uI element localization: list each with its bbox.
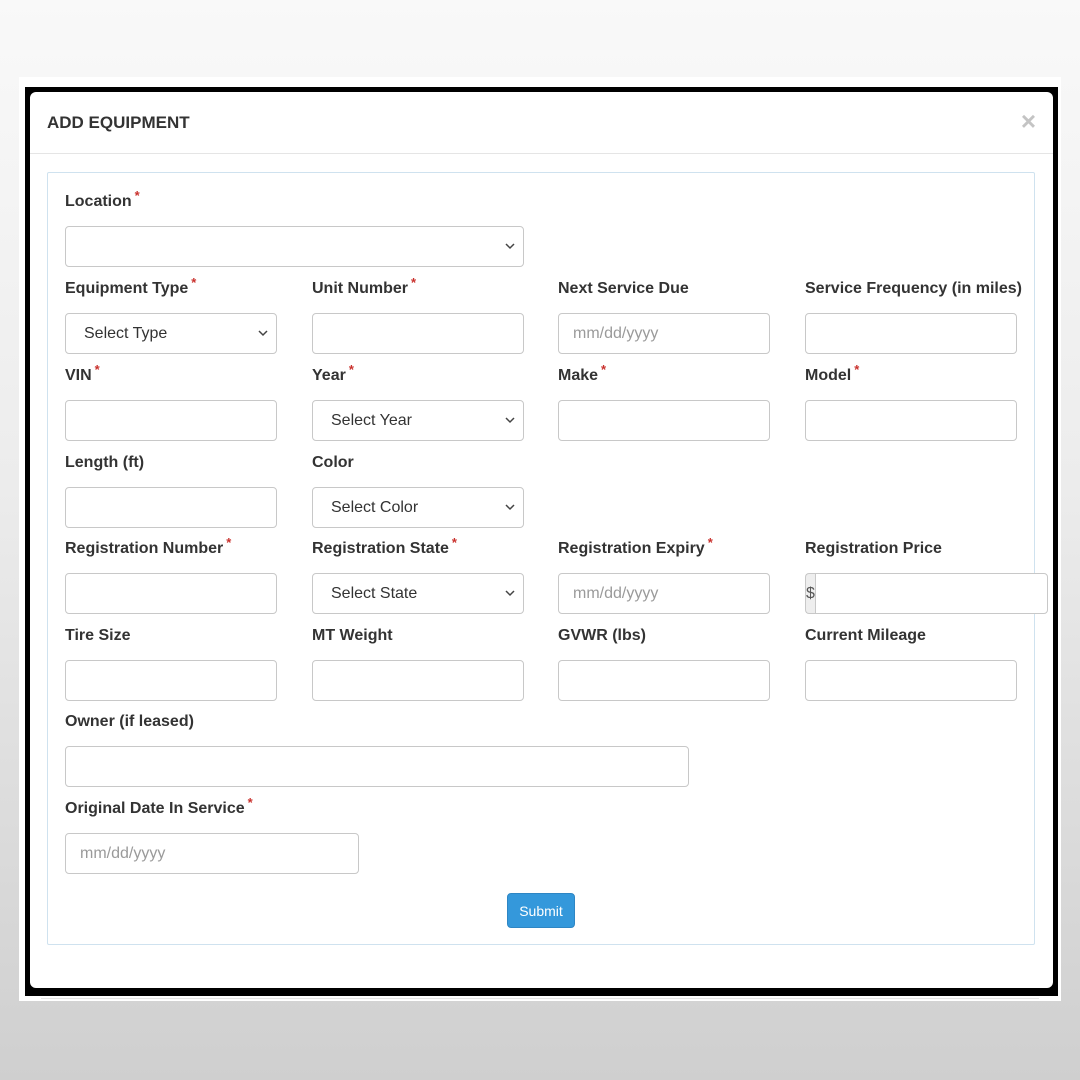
year-label <box>312 362 524 386</box>
divider <box>41 998 1039 999</box>
registration-expiry-label-text: Registration Expiry <box>558 540 705 557</box>
current-mileage-input[interactable] <box>805 660 1017 701</box>
model-label-text: Model <box>805 367 852 384</box>
vin-label-text: VIN <box>65 367 92 384</box>
required-marker: * <box>451 535 457 550</box>
length-field <box>65 453 277 529</box>
location-label-text: Location <box>65 193 132 210</box>
registration-price-group <box>805 573 1017 614</box>
chevron-down-icon <box>504 414 516 426</box>
service-frequency-label: Service Frequency (in miles) <box>805 280 1022 297</box>
unit-number-label-text: Unit Number <box>312 280 408 297</box>
required-marker: * <box>411 275 417 290</box>
unit-number-field <box>312 275 524 355</box>
registration-number-field <box>65 535 277 615</box>
chevron-down-icon <box>504 501 516 513</box>
year-select-value: Select Year <box>331 412 412 429</box>
registration-number-label-text: Registration Number <box>65 540 224 557</box>
current-mileage-label: Current Mileage <box>805 627 926 644</box>
chevron-down-icon <box>257 327 269 339</box>
unit-number-input[interactable] <box>312 313 524 354</box>
color-select-value: Select Color <box>331 499 419 516</box>
required-marker: * <box>601 362 607 377</box>
tire-size-label: Tire Size <box>65 627 131 644</box>
registration-price-label: Registration Price <box>805 540 942 557</box>
registration-number-label <box>65 535 277 559</box>
chevron-down-icon <box>504 240 516 252</box>
dollar-addon: $ <box>805 573 815 614</box>
equipment-type-select-value: Select Type <box>84 325 168 342</box>
next-service-due-label: Next Service Due <box>558 280 689 297</box>
service-frequency-field <box>805 279 1022 355</box>
required-marker: * <box>191 275 197 290</box>
required-marker: * <box>707 535 713 550</box>
original-date-in-service-label-text: Original Date In Service <box>65 800 245 817</box>
color-label: Color <box>312 454 354 471</box>
submit-button[interactable]: Submit <box>507 893 575 928</box>
length-input[interactable] <box>65 487 277 528</box>
owner-input[interactable] <box>65 746 689 787</box>
mt-weight-input[interactable] <box>312 660 524 701</box>
color-field <box>312 453 524 529</box>
modal-title: ADD EQUIPMENT <box>47 113 190 132</box>
equipment-type-field <box>65 275 277 355</box>
length-label: Length (ft) <box>65 454 145 471</box>
make-field <box>558 362 770 442</box>
original-date-in-service-label <box>65 795 359 819</box>
registration-expiry-label <box>558 535 770 559</box>
owner-label: Owner (if leased) <box>65 713 194 730</box>
registration-number-input[interactable] <box>65 573 277 614</box>
service-frequency-input[interactable] <box>805 313 1017 354</box>
registration-state-field <box>312 535 524 615</box>
gvwr-field <box>558 626 770 702</box>
equipment-type-select[interactable] <box>65 313 277 354</box>
chevron-down-icon <box>504 587 516 599</box>
color-select[interactable] <box>312 487 524 528</box>
year-label-text: Year <box>312 367 346 384</box>
registration-state-label-text: Registration State <box>312 540 449 557</box>
required-marker: * <box>348 362 354 377</box>
equipment-type-label-text: Equipment Type <box>65 280 189 297</box>
registration-state-select[interactable] <box>312 573 524 614</box>
registration-expiry-input[interactable] <box>558 573 770 614</box>
add-equipment-modal <box>30 92 1053 988</box>
model-input[interactable] <box>805 400 1017 441</box>
equipment-form <box>47 172 1035 945</box>
required-marker: * <box>134 188 140 203</box>
modal-header <box>30 92 1053 154</box>
next-service-due-field <box>558 279 770 355</box>
mt-weight-label: MT Weight <box>312 627 393 644</box>
make-input[interactable] <box>558 400 770 441</box>
model-field <box>805 362 1017 442</box>
current-mileage-field <box>805 626 1017 702</box>
registration-state-label <box>312 535 524 559</box>
tire-size-field <box>65 626 277 702</box>
registration-state-select-value: Select State <box>331 585 418 602</box>
location-field <box>65 188 524 268</box>
make-label-text: Make <box>558 367 599 384</box>
unit-number-label <box>312 275 524 299</box>
registration-expiry-field <box>558 535 770 615</box>
required-marker: * <box>226 535 232 550</box>
location-label <box>65 188 524 212</box>
vin-label <box>65 362 277 386</box>
original-date-in-service-input[interactable] <box>65 833 359 874</box>
registration-price-input[interactable] <box>815 573 1048 614</box>
vin-field <box>65 362 277 442</box>
vin-input[interactable] <box>65 400 277 441</box>
registration-price-field <box>805 539 1017 615</box>
close-icon[interactable]: × <box>1020 106 1036 136</box>
year-field <box>312 362 524 442</box>
equipment-type-label <box>65 275 277 299</box>
required-marker: * <box>94 362 100 377</box>
make-label <box>558 362 770 386</box>
owner-field <box>65 712 689 788</box>
mt-weight-field <box>312 626 524 702</box>
year-select[interactable] <box>312 400 524 441</box>
gvwr-label: GVWR (lbs) <box>558 627 646 644</box>
required-marker: * <box>247 795 253 810</box>
location-select[interactable] <box>65 226 524 267</box>
tire-size-input[interactable] <box>65 660 277 701</box>
required-marker: * <box>854 362 860 377</box>
original-date-in-service-field <box>65 795 359 875</box>
model-label <box>805 362 1017 386</box>
next-service-due-input[interactable] <box>558 313 770 354</box>
gvwr-input[interactable] <box>558 660 770 701</box>
